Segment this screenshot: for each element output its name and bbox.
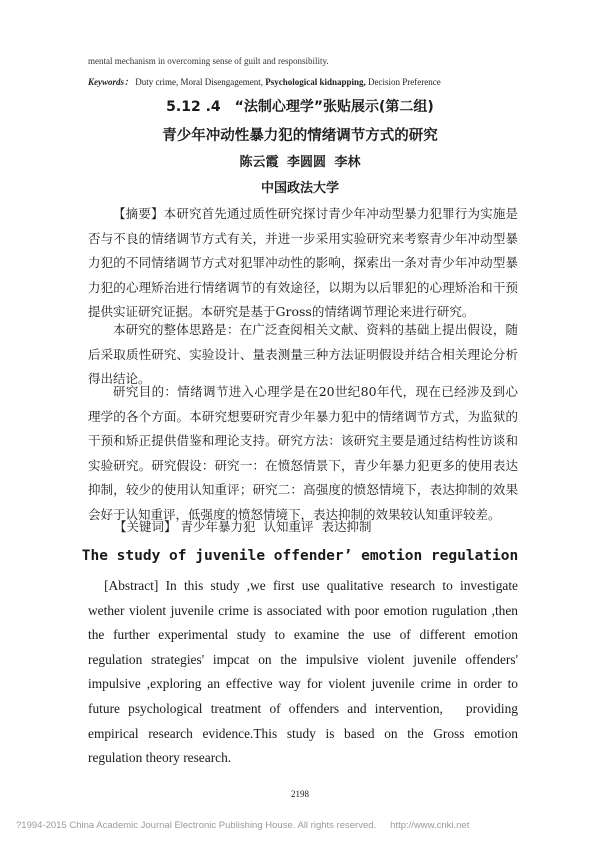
- keywords-label: Keywords：: [88, 77, 134, 87]
- section-heading: 5.12 .4 “法制心理学”张贴展示(第二组): [166, 99, 434, 115]
- affiliation: 中国政法大学: [260, 181, 339, 196]
- paper-title-chinese: 青少年冲动性暴力犯的情绪调节方式的研究: [162, 128, 438, 144]
- keywords-items: Duty crime, Moral Disengagement,: [135, 77, 263, 87]
- keywords-english: [88, 75, 518, 88]
- keywords-tail: Decision Preference: [368, 77, 441, 87]
- keywords-bold-item: Psychological kidnapping,: [265, 77, 366, 87]
- continuation-text: mental mechanism in overcoming sense of guilt and responsibility.: [88, 56, 329, 66]
- paper-title-english: The study of juvenile offender’ emotion regulation: [81, 548, 519, 564]
- keywords-cn-label: 【关键词】: [114, 519, 177, 534]
- abstract-english: [Abstract] In this study ,we first use qualitative research to investigate wether violent juvenile crime is associated with poor emotion rugulation ,then the further experimental study to examine the use of different emotion regulation strategies' impcat on the impulsive violent juvenile offenders' impulsive ,exploring an effective way for violent juvenile crime in order to future psychological treatment of offenders and intervention, providing empirical research evidence.This study is based on the Gross emotion regulation theory research.: [88, 578, 532, 766]
- footer-url[interactable]: http://www.cnki.net: [390, 820, 470, 831]
- abstract-chinese-p3: 研究目的：情绪调节进入心理学是在20世纪80年代，现在已经涉及到心理学的各个方面。本研究想要研究青少年暴力犯中的情绪调节方式，为监狱的干预和矫正提供借鉴和理论支持。研究方法：该研究主要是通过结构性访谈和实验研究。研究假设：研究一：在愤怒情景下，青少年暴力犯更多的使用表达抑制，较少的使用认知重评；研究二：高强度的愤怒情境下，表达抑制的效果会好于认知重评，低强度的愤怒情境下，表达抑制的效果较认知重评较差。: [88, 384, 518, 522]
- keywords-chinese: [88, 516, 518, 538]
- page-number: 2198: [291, 789, 309, 799]
- authors: 陈云霞 李圆圆 李林: [239, 155, 361, 170]
- keywords-cn-items: 青少年暴力犯 认知重评 表达抑制: [180, 519, 372, 534]
- abstract-chinese-p2: 本研究的整体思路是：在广泛查阅相关文献、资料的基础上提出假设，随后采取质性研究、实验设计、量表测量三种方法证明假设并结合相关理论分析得出结论。: [88, 322, 518, 386]
- abstract-chinese-p1: [88, 202, 518, 325]
- footer-copyright: ?1994-2015 China Academic Journal Electronic Publishing House. All rights reserved.: [16, 820, 377, 831]
- abstract-label: 【摘要】: [113, 206, 164, 221]
- footer: [16, 820, 469, 831]
- abstract-p1-text: 本研究首先通过质性研究探讨青少年冲动型暴力犯罪行为实施是否与不良的情绪调节方式有关，并进一步采用实验研究来考察青少年冲动型暴力犯的不同情绪调节方式对犯罪冲动性的影响，探索出一条对青少年冲动型暴力犯的心理矫治进行情绪调节的有效途径，以期为以后罪犯的心理矫治和干预提供实证研究证据。本研究是基于Gross的情绪调节理论来进行研究。: [88, 206, 518, 319]
